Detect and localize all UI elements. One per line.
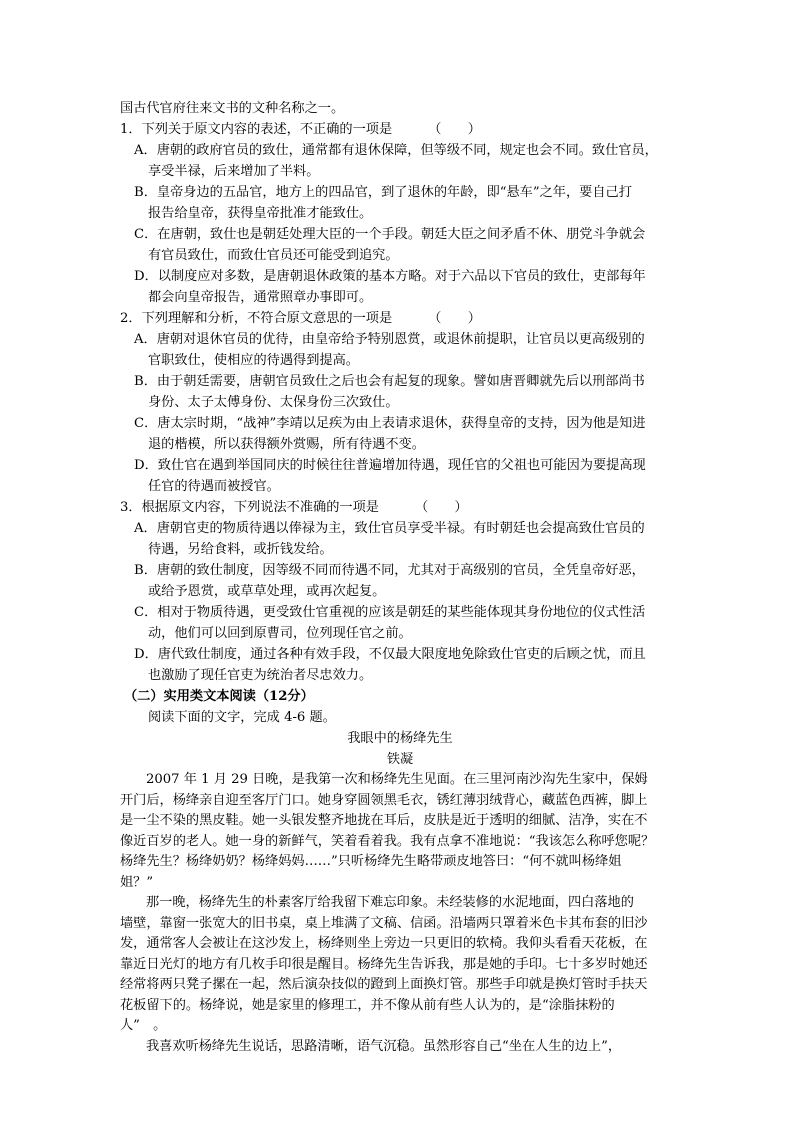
option-line: B．唐朝的致仕制度，因等级不同而待遇不同，尤其对于高级别的官员，全凭皇帝好恶， [134, 563, 645, 578]
option-line: B．由于朝廷需要，唐朝官员致仕之后也会有起复的现象。譬如唐晋卿就先后以刑部尚书 [134, 374, 645, 389]
option-line: 退的楷模，所以获得额外赏赐，所有待遇不变。 [148, 437, 425, 452]
option-line: A．唐朝对退休官员的优待，由皇帝给予特别恩赏，或退休前提职，让官员以更高级别的 [134, 332, 645, 347]
option-line: A．唐朝的政府官员的致仕，通常都有退休保障，但等级不同，规定也会不同。致仕官员， [134, 143, 658, 158]
option-line: C．唐太宗时期，“战神”李靖以足疾为由上表请求退休，获得皇帝的支持，因为他是知进 [134, 416, 646, 431]
article-paragraph [120, 770, 680, 893]
option-line: 有官员致仕，而致仕官员还可能受到追究。 [148, 248, 399, 263]
paragraph-line: 那一晚，杨绛先生的朴素客厅给我留下难忘印象。未经装修的水泥地面，四白落地的 [146, 895, 634, 910]
answer-paren: （ ） [428, 311, 481, 326]
paragraph-line: 我喜欢听杨绛先生说话，思路清晰，语气沉稳。虽然形容自己“坐在人生的边上”， [146, 1038, 622, 1054]
question-list [120, 119, 680, 686]
option-line: C．相对于物质待遇，更受致仕官重视的应该是朝廷的某些能体现其身份地位的仪式性活 [134, 605, 646, 620]
option-line: D．致仕官在遇到举国同庆的时候往往普遍增加待遇，现任官的父祖也可能因为要提高现 [134, 458, 646, 473]
option-line: 报告给皇帝，获得皇帝批准才能致仕。 [148, 206, 373, 221]
option-line: 动，他们可以回到原曹司，位列现任官之前。 [148, 626, 412, 641]
paragraph-line: 像近百岁的老人。她一身的新鲜气，笑着看着我。我有点拿不准地说：“我该怎么称呼您呢？ [120, 833, 655, 849]
paragraph-line: 靠近日光灯的地方有几枚手印很是醒目。杨绛先生告诉我，那是她的手印。七十多岁时她还 [120, 956, 648, 972]
option-line: 享受半禄，后来增加了半料。 [148, 164, 320, 179]
question-text: 3．根据原文内容，下列说法不准确的一项是 [120, 500, 379, 515]
option-line: D．以制度应对多数，是唐朝退休政策的基本方略。对于六品以下官员的致仕，吏部每年 [134, 269, 646, 284]
intro-line: 国古代官府往来文书的文种名称之一。 [120, 101, 345, 116]
paragraph-line: 经常将两只凳子摞在一起，然后演杂技似的蹬到上面换灯管。那些手印就是换灯管时手扶天 [120, 977, 648, 992]
option-line: 或给予恩赏，或草草处理，或再次起复。 [148, 584, 386, 599]
option-line: 也激励了现任官吏为统治者尽忠效力。 [148, 668, 373, 683]
article-paragraph [120, 893, 680, 1037]
paragraph-line: 杨绛先生？杨绛奶奶？杨绛妈妈……”只听杨绛先生略带顽皮地答曰：“何不就叫杨绛姐 [120, 854, 622, 869]
answer-paren: （ ） [414, 500, 468, 515]
article-title: 我眼中的杨绛先生 [347, 731, 453, 746]
paragraph-line: 开门后，杨绛亲自迎至客厅门口。她身穿圆领黑毛衣，锈红薄羽绒背心，藏蓝色西裤，脚上 [120, 792, 648, 808]
article-author: 铁凝 [386, 752, 414, 767]
document-content [120, 98, 680, 1057]
option-line: C．在唐朝，致仕也是朝廷处理大臣的一个手段。朝廷大臣之间矛盾不休、朋党斗争就会 [134, 227, 646, 242]
paragraph-line: 姐？” [120, 874, 154, 890]
question-text: 1．下列关于原文内容的表述，不正确的一项是 [120, 122, 393, 137]
option-line: 都会向皇帝报告，通常照章办事即可。 [148, 290, 373, 305]
question-stem [120, 308, 680, 329]
option-line: B．皇帝身边的五品官，地方上的四品官，到了退休的年龄，即“悬车”之年，要自己打 [134, 185, 632, 200]
paragraph-line: 2007 年 1 月 29 日晚，是我第一次和杨绛先生见面。在三里河南沙沟先生家中，保姆 [146, 772, 648, 787]
option-line: 任官的待遇而被授官。 [148, 479, 280, 494]
question-stem [120, 497, 680, 518]
option-line: A．唐朝官吏的物质待遇以俸禄为主，致仕官员享受半禄。有时朝廷也会提高致仕官员的 [134, 521, 645, 536]
option-line: 待遇，另给食料，或折钱发给。 [148, 542, 333, 557]
paragraph-line: 人” 。 [120, 1018, 167, 1033]
paragraph-line: 是一尘不染的黑皮鞋。她一头银发整齐地拢在耳后，皮肤是近于透明的细腻、洁净，实在不 [120, 813, 648, 828]
instruction: 阅读下面的文字，完成 4-6 题。 [148, 710, 336, 725]
paragraph-line: 发，通常客人会被让在这沙发上，杨绛则坐上旁边一只更旧的软椅。我仰头看看天花板，在 [120, 936, 648, 951]
option-line: D．唐代致仕制度，通过各种有效手段，不仅最大限度地免除致仕官吏的后顾之忧，而且 [134, 647, 646, 662]
section-heading: （二）实用类文本阅读（12分） [124, 689, 314, 704]
article-body [120, 770, 680, 1057]
question-text: 2．下列理解和分析，不符合原文意思的一项是 [120, 311, 393, 326]
paragraph-line: 墙壁，靠窗一张宽大的旧书桌，桌上堆满了文稿、信函。沿墙两只罩着米色卡其布套的旧沙 [120, 915, 648, 931]
option-line: 官职致仕，使相应的待遇得到提高。 [148, 353, 359, 368]
question-stem [120, 119, 680, 140]
article-paragraph [120, 1037, 680, 1058]
option-line: 身份、太子太傅身份、太保身份三次致仕。 [148, 395, 399, 410]
answer-paren: （ ） [428, 122, 481, 137]
paragraph-line: 花板留下的。杨绛说，她是家里的修理工，并不像从前有些人认为的，是“涂脂抹粉的 [120, 997, 615, 1013]
